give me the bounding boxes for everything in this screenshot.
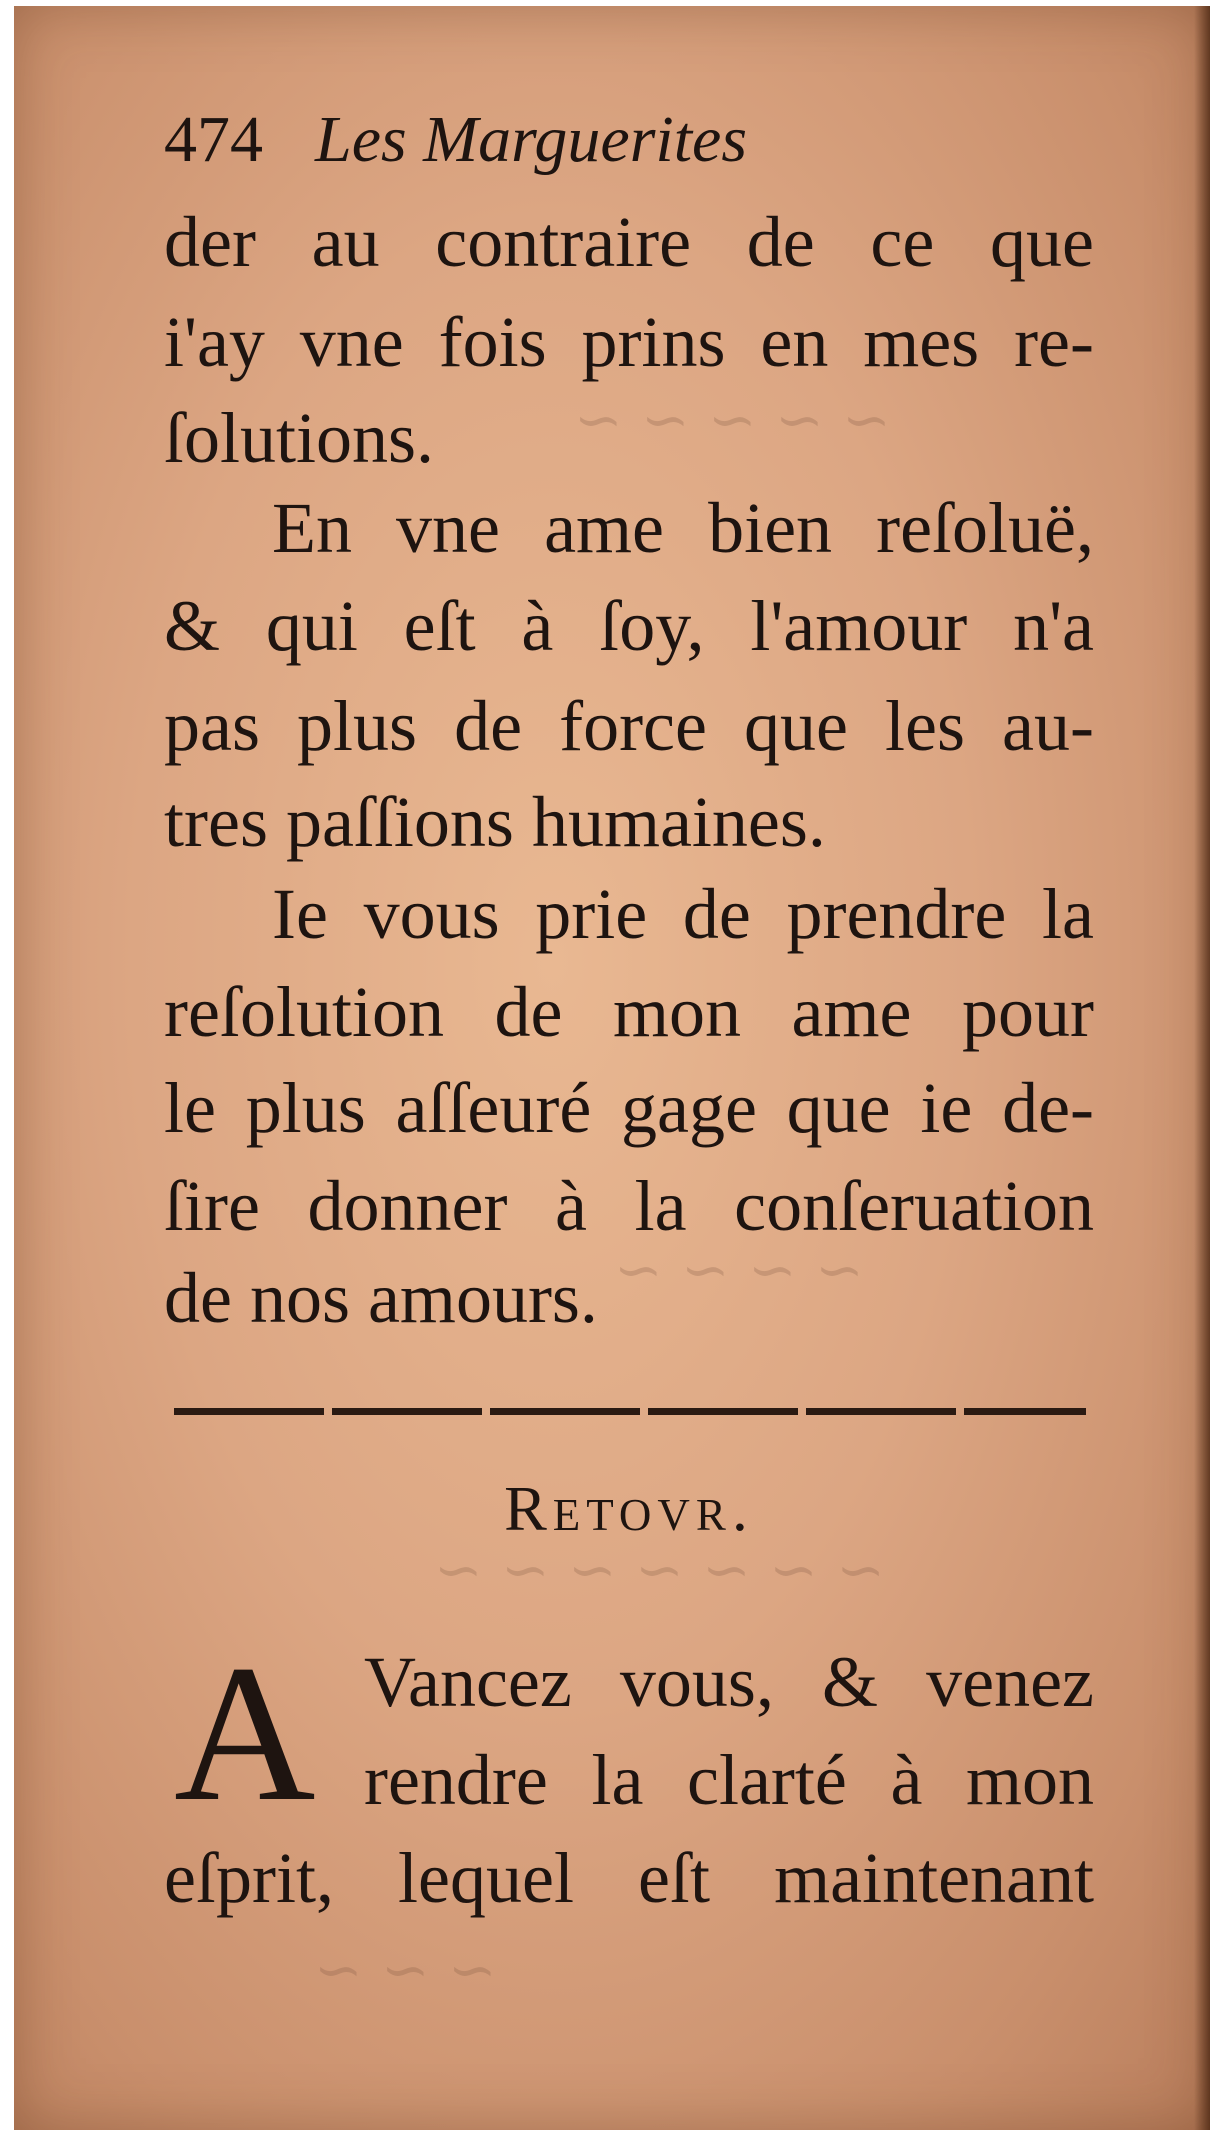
text-line: En vne ame bien reſoluë, [272,488,1094,568]
text-line: tres paſſions humaines. [164,782,826,862]
text-line: pas plus de force que les au- [164,686,1094,766]
section-heading: Retovr. [504,1473,754,1544]
text-line: eſprit, lequel eſt maintenant [164,1838,1094,1918]
text-line: reſolution de mon ame pour [164,972,1094,1052]
section-divider-rule [174,1408,1086,1415]
running-title: Les Marguerites [315,103,748,176]
text-line: ſire donner à la conſeruation [164,1166,1094,1246]
running-header [164,102,747,178]
text-line: Ie vous prie de prendre la [272,874,1094,954]
text-line: ſolutions. [164,398,435,478]
page-edge-shadow [1194,6,1210,2130]
text-line: de nos amours. [164,1258,598,1338]
drop-cap: A [174,1625,316,1842]
show-through-smudge: ~ ~ ~ ~ ~ [574,386,891,454]
page-number: 474 [164,103,263,176]
text-line: le plus aſſeuré gage que ie de- [164,1068,1094,1148]
text-line: i'ay vne fois prins en mes re- [164,302,1094,382]
text-line: Vancez vous, & venez [364,1642,1094,1722]
text-line: & qui eſt à ſoy, l'amour n'a [164,586,1094,666]
book-page [14,6,1210,2130]
show-through-smudge: ~ ~ ~ ~ ~ ~ ~ [434,1536,885,1604]
text-line: rendre la clarté à mon [364,1740,1094,1820]
text-line: der au contraire de ce que [164,202,1094,282]
show-through-smudge: ~ ~ ~ ~ [614,1236,864,1304]
show-through-smudge: ~ ~ ~ [314,1936,497,2004]
